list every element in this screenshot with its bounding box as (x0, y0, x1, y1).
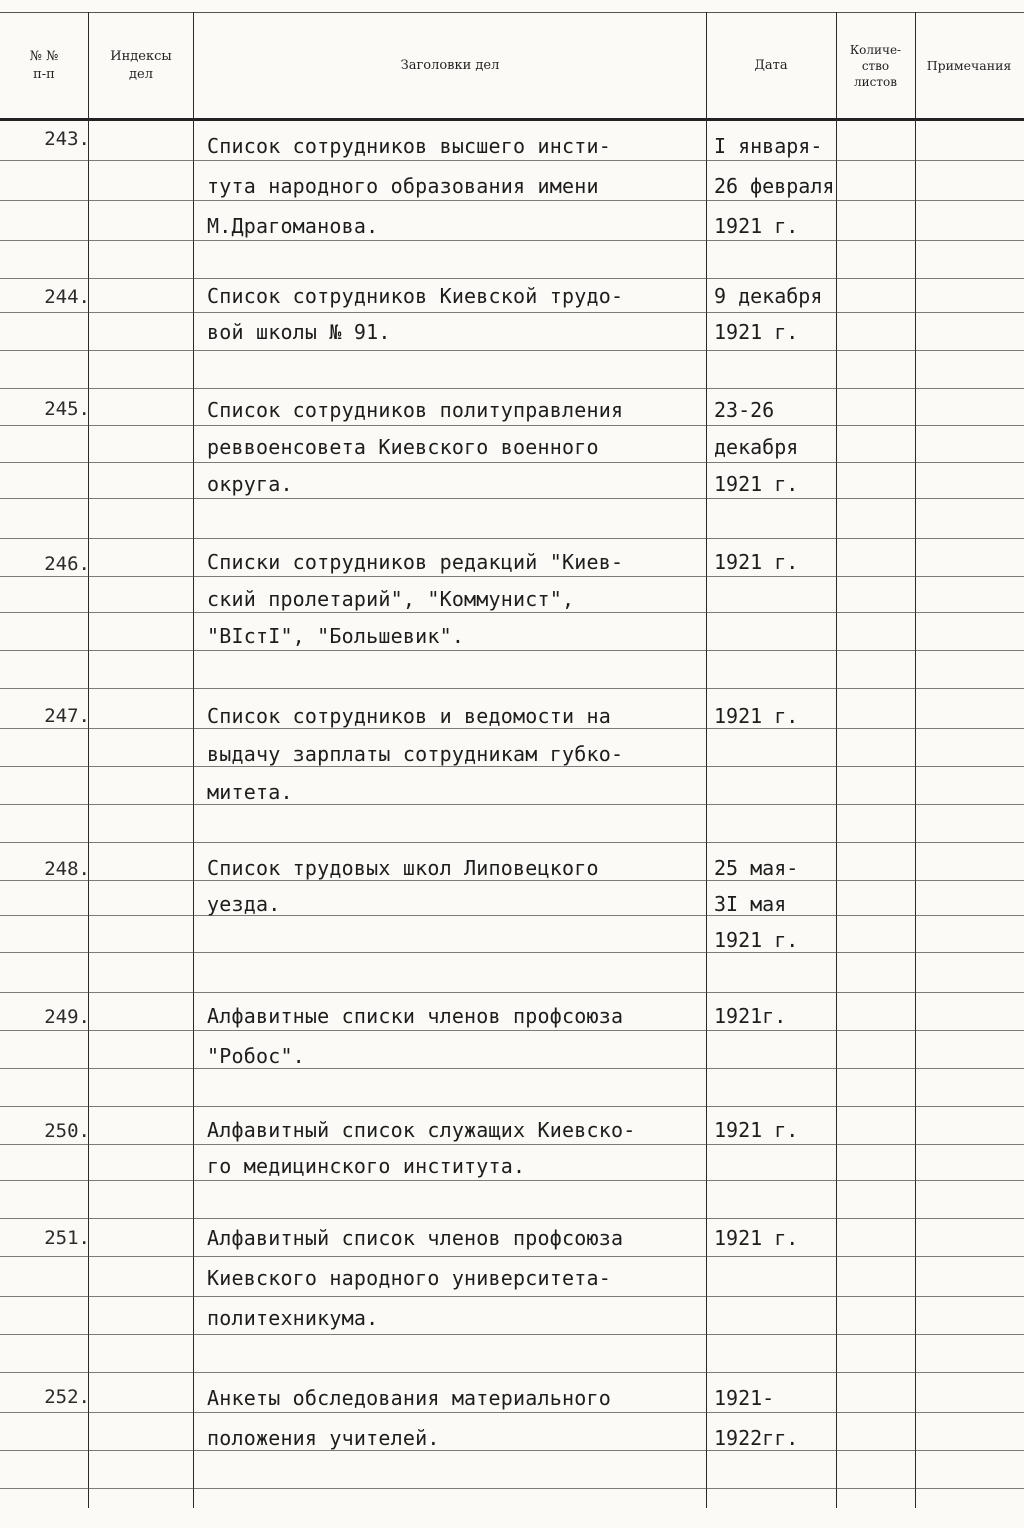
entry-title (207, 278, 719, 350)
entry-number: 246. (44, 553, 90, 575)
entry-title-line: округа. (207, 472, 293, 496)
entry-title-line: М.Драгоманова. (207, 214, 379, 238)
header-sheet-count: Количе- ство листов (849, 42, 902, 90)
entry-number: 251. (44, 1227, 90, 1249)
entry-title-line: ский пролетарий", "Коммунист", (207, 587, 575, 611)
entry-date-line: 1921 г. (714, 1118, 799, 1142)
entry-title (207, 1378, 719, 1458)
ruling-line (0, 1106, 1024, 1107)
entry-number: 248. (44, 858, 90, 880)
entry-date-line: 1921 г. (714, 1226, 799, 1250)
entry-date-line: 25 мая- (714, 856, 799, 880)
entry-title-line: "ВIстI", "Большевик". (207, 624, 465, 648)
entry-title-line: Анкеты обследования материального (207, 1386, 611, 1410)
entry-title-line: реввоенсовета Киевского военного (207, 435, 599, 459)
entry-date-line: 1921 г. (714, 214, 799, 238)
entry-title (207, 697, 719, 811)
entry-title-line: Списки сотрудников редакций "Киев- (207, 550, 624, 574)
entry-title (207, 392, 719, 503)
entry-date-line: 23-26 (714, 398, 775, 422)
header-number: № № п-п (29, 49, 59, 82)
entry-date (714, 1218, 854, 1258)
entry-date-line: 3I мая (714, 892, 787, 916)
entry-date (714, 1112, 854, 1148)
entry-title (207, 126, 719, 246)
entry-number: 245. (44, 398, 90, 420)
entry-title-line: вой школы № 91. (207, 320, 391, 344)
entry-number: 252. (44, 1386, 90, 1408)
entry-date-line: 1921 г. (714, 320, 799, 344)
entry-title (207, 850, 719, 922)
entry-date (714, 126, 854, 246)
ruling-line (0, 538, 1024, 539)
entry-title-line: митета. (207, 780, 293, 804)
entry-title-line: "Робос". (207, 1044, 305, 1068)
entry-title-line: Алфавитный список служащих Киевско- (207, 1118, 636, 1142)
column-divider (193, 12, 194, 1508)
entry-date-line: 1921- (714, 1386, 775, 1410)
entry-date-line: 1921г. (714, 1004, 787, 1028)
entry-number: 249. (44, 1006, 90, 1028)
ruling-line (0, 842, 1024, 843)
entry-title-line: Алфавитные списки членов профсоюза (207, 1004, 624, 1028)
entry-title-line: политехникума. (207, 1306, 379, 1330)
entry-title-line: го медицинского института. (207, 1154, 526, 1178)
entry-date-line: I января- (714, 134, 823, 158)
entry-title-line: положения учителей. (207, 1426, 440, 1450)
ruling-line (0, 350, 1024, 351)
entry-title (207, 996, 719, 1076)
entry-title-line: уезда. (207, 892, 281, 916)
entry-date (714, 697, 854, 735)
entry-title-line: Список сотрудников политуправления (207, 398, 624, 422)
entry-title-line: Список сотрудников Киевской трудо- (207, 284, 624, 308)
entry-title-line: тута народного образования имени (207, 174, 599, 198)
entry-date (714, 544, 854, 581)
entry-number: 244. (44, 286, 90, 308)
entry-title (207, 1112, 719, 1184)
entry-title-line: выдачу зарплаты сотрудникам губко- (207, 742, 624, 766)
entry-date (714, 1378, 854, 1458)
entry-number: 243. (44, 128, 90, 150)
ruling-line (0, 388, 1024, 389)
entry-date-line: 26 февраля (714, 174, 835, 198)
header-date: Дата (754, 58, 788, 74)
entry-number: 247. (44, 705, 90, 727)
entry-date (714, 996, 854, 1036)
ruling-line (0, 1372, 1024, 1373)
entry-title-line: Список трудовых школ Липовецкого (207, 856, 599, 880)
entry-date (714, 278, 854, 350)
ruling-line (0, 688, 1024, 689)
entry-title (207, 544, 719, 655)
ruling-line (0, 952, 1024, 953)
header-bottom-border (0, 118, 1024, 121)
entry-date-line: 1921 г. (714, 472, 799, 496)
entry-date-line: 1921 г. (714, 550, 799, 574)
entry-title (207, 1218, 719, 1338)
entry-title-line: Список сотрудников и ведомости на (207, 704, 611, 728)
header-index: Индексы дел (110, 49, 172, 82)
entry-date (714, 392, 854, 503)
entry-title-line: Киевского народного университета- (207, 1266, 611, 1290)
ruling-line (0, 1488, 1024, 1489)
entry-date-line: 1921 г. (714, 928, 799, 952)
entry-number: 250. (44, 1120, 90, 1142)
entry-date-line: 1921 г. (714, 704, 799, 728)
ruling-line (0, 992, 1024, 993)
column-divider (88, 12, 89, 1508)
entry-date-line: 1922гг. (714, 1426, 799, 1450)
entry-date-line: декабря (714, 435, 799, 459)
entry-title-line: Алфавитный список членов профсоюза (207, 1226, 624, 1250)
entry-date-line: 9 декабря (714, 284, 823, 308)
top-border (0, 12, 1024, 13)
header-notes: Примечания (926, 57, 1012, 73)
column-divider (915, 12, 916, 1508)
entry-title-line: Список сотрудников высшего инсти- (207, 134, 611, 158)
header-title: Заголовки дел (400, 58, 500, 74)
entry-date (714, 850, 854, 958)
